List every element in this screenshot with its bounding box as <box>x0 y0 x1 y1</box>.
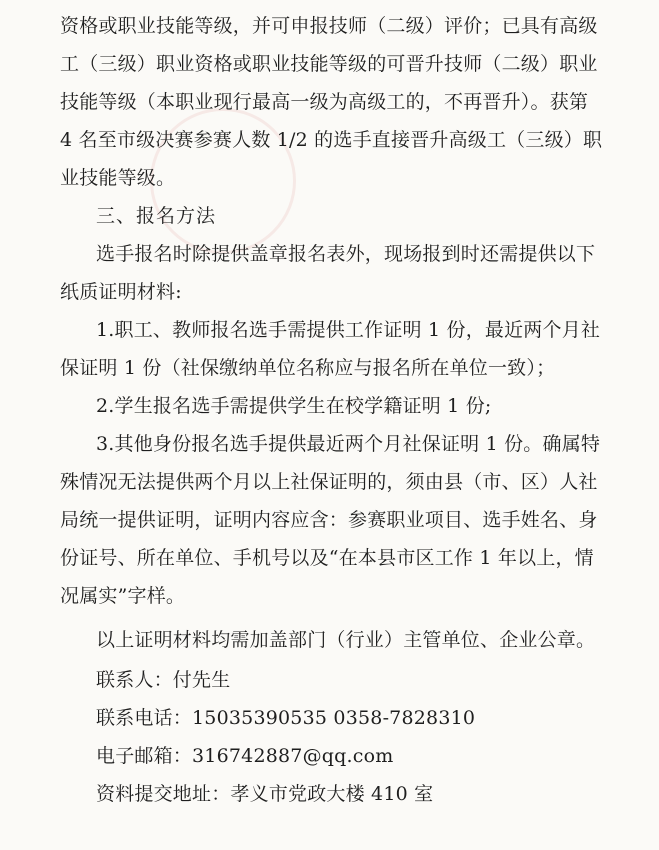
paragraph-line: 选手报名时除提供盖章报名表外，现场报到时还需提供以下 <box>96 243 596 265</box>
paragraph-line: 4 名至市级决赛参赛人数 1/2 的选手直接晋升高级工（三级）职 <box>60 129 603 151</box>
paragraph-line: 工（三级）职业资格或职业技能等级的可晋升技师（二级）职业 <box>60 53 598 75</box>
list-item-line: 况属实”字样。 <box>60 585 186 607</box>
list-item-line: 3.其他身份报名选手提供最近两个月社保证明 1 份。确属特 <box>96 433 601 455</box>
seal-note: 以上证明材料均需加盖部门（行业）主管单位、企业公章。 <box>96 629 596 651</box>
list-item-line: 份证号、所在单位、手机号以及“在本县市区工作 1 年以上，情 <box>60 547 594 569</box>
list-item-line: 1.职工、教师报名选手需提供工作证明 1 份，最近两个月社 <box>96 319 601 341</box>
paragraph-line: 纸质证明材料: <box>60 281 182 303</box>
list-item-line: 局统一提供证明，证明内容应含：参赛职业项目、选手姓名、身 <box>60 509 598 531</box>
paragraph-line: 资格或职业技能等级，并可申报技师（二级）评价；已具有高级 <box>60 15 598 37</box>
list-item-line: 殊情况无法提供两个月以上社保证明的，须由县（市、区）人社 <box>60 471 598 493</box>
contact-phone: 联系电话：15035390535 0358-7828310 <box>96 707 476 729</box>
contact-address: 资料提交地址：孝义市党政大楼 410 室 <box>96 783 434 805</box>
contact-email: 电子邮箱：316742887@qq.com <box>96 745 394 767</box>
list-item-line: 2.学生报名选手需提供学生在校学籍证明 1 份; <box>96 395 492 417</box>
paragraph-line: 业技能等级。 <box>60 167 176 189</box>
list-item-line: 保证明 1 份（社保缴纳单位名称应与报名所在单位一致）； <box>60 357 556 379</box>
paragraph-line: 技能等级（本职业现行最高一级为高级工的，不再晋升）。获第 <box>60 91 589 113</box>
section-title: 三、报名方法 <box>96 205 217 227</box>
contact-person: 联系人：付先生 <box>96 669 231 691</box>
